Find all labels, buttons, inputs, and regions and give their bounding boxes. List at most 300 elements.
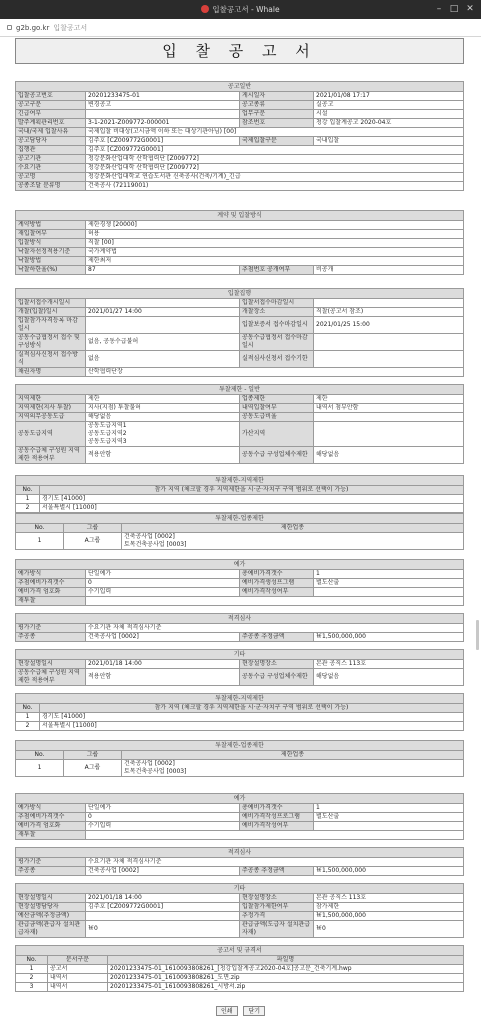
field-value: 단일예가 (86, 804, 240, 813)
etc1-row (16, 660, 464, 669)
field-label: 계약방법 (16, 221, 86, 230)
field-value: 0 (86, 579, 240, 588)
field-label: 현장설명담당자 (16, 903, 86, 912)
table-cell: 20201233475-01_1610093808261_[청강입찰계공고2020-04호]공고문_건축기계.hwp (108, 965, 464, 974)
header-row (16, 956, 464, 965)
sec-industry2 (15, 740, 464, 777)
field-label: 공동수급협정서 접수마감일시 (240, 334, 314, 351)
table-cell: 20201233475-01_1610093808261_도면.zip (108, 974, 464, 983)
contract-row (16, 230, 464, 239)
restrict-row (16, 404, 464, 413)
general-row (16, 164, 464, 173)
section-title: 투찰제한-지역제한 (15, 475, 464, 485)
field-label: 입찰서접수마감일시 (240, 299, 314, 308)
field-value (86, 299, 240, 308)
section-title: 예가 (15, 559, 464, 569)
field-label: 주공종 (16, 633, 86, 642)
column-header: 그룹 (64, 751, 122, 760)
sec-schedule (15, 288, 464, 377)
etc2-row (16, 903, 464, 912)
field-value: 87 (86, 266, 240, 275)
field-value: 본관 공직스 113호 (314, 660, 464, 669)
field-value: ￦1,500,000,000 (314, 867, 464, 876)
sec-etc1 (15, 649, 464, 686)
field-value (86, 912, 240, 921)
field-label: 예비가격생성프그램 (240, 579, 314, 588)
field-value: 2021/01/27 14:00 (86, 308, 240, 317)
sec-etc2 (15, 883, 464, 938)
table-row (16, 713, 464, 722)
field-value: 비공개 (314, 266, 464, 275)
field-label: 공동수급체 구성원 지역제한 적용여부 (16, 447, 86, 464)
table-row (16, 533, 464, 550)
field-label: 현장설명장소 (240, 894, 314, 903)
table-cell (122, 533, 464, 550)
general-row (16, 182, 464, 191)
field-label: 예비가격 엄호화 (16, 588, 86, 597)
field-label: 업무구분 (240, 110, 314, 119)
field-value: 적용안함 (86, 447, 240, 464)
field-value (314, 588, 464, 597)
table-cell: 공고서 (48, 965, 108, 974)
field-value: 단일예가 (86, 570, 240, 579)
field-label: 주공종 추정금액 (240, 867, 314, 876)
field-value: 제한최저 (86, 257, 464, 266)
field-value: 허용 (86, 230, 464, 239)
field-value (314, 413, 464, 422)
table-row (16, 504, 464, 513)
schedule-row (16, 308, 464, 317)
section-title: 투찰제한-업종제한 (15, 513, 464, 523)
table-cell: 1 (16, 760, 64, 777)
field-label: 추정가격 (240, 912, 314, 921)
field-value: 김주호 [CZ009772G0001] (86, 903, 240, 912)
general-row (16, 137, 464, 146)
column-header: 문서구분 (48, 956, 108, 965)
field-label: 예비가격 엄호화 (16, 822, 86, 831)
section-title: 공고서 및 규격서 (15, 945, 464, 955)
restrict-row (16, 447, 464, 464)
field-label: 예비가격작성여부 (240, 588, 314, 597)
field-value: 건축공사업 [0002] (86, 867, 240, 876)
field-label: 게시일자 (240, 92, 314, 101)
field-label: 긴급여부 (16, 110, 86, 119)
sec-price2 (15, 793, 464, 840)
table-cell: 내역서 (48, 974, 108, 983)
price1-row (16, 597, 464, 606)
field-label: 관급금액(관급자 설치관급자재) (16, 921, 86, 938)
price2-row (16, 831, 464, 840)
table-cell (122, 760, 464, 777)
price2-row (16, 813, 464, 822)
field-label: 공동도급비율 (240, 413, 314, 422)
sec-restrict (15, 384, 464, 464)
cell-line: 토목건축공사업 [0003] (124, 541, 187, 548)
minimize-button[interactable]: – (436, 4, 442, 14)
maximize-button[interactable]: □ (449, 4, 459, 14)
header-row (16, 751, 464, 760)
table-row (16, 974, 464, 983)
field-value: 본관 공직스 113호 (314, 894, 464, 903)
field-label: 예가방식 (16, 570, 86, 579)
field-value: 국내입찰 (314, 137, 464, 146)
url-page-title: 입찰공고서 (53, 24, 88, 32)
table-row (16, 965, 464, 974)
sec-eval1 (15, 613, 464, 642)
field-value: 수기입력 (86, 822, 240, 831)
field-label: 공동도급지역 (16, 422, 86, 447)
field-value: 2021/01/18 14:00 (86, 660, 240, 669)
table-cell: 2 (16, 504, 40, 513)
field-value (314, 822, 464, 831)
table-row (16, 983, 464, 992)
field-label: 추첨예비가격갯수 (16, 813, 86, 822)
field-label: 공고담당자 (16, 137, 86, 146)
table-cell: 1 (16, 713, 40, 722)
field-value (314, 422, 464, 447)
table-cell: A그룹 (64, 533, 122, 550)
field-value (314, 299, 464, 308)
general-row (16, 110, 464, 119)
field-label: 국내/국제 입찰사유 (16, 128, 86, 137)
field-value: 해당없음 (314, 669, 464, 686)
field-label: 공고기관 (16, 155, 86, 164)
table-cell: 3 (16, 983, 48, 992)
sec-industry1 (15, 513, 464, 550)
table-row (16, 495, 464, 504)
field-value: 김주호 [CZ009772G0001] (86, 146, 464, 155)
close-window-button[interactable]: ✕ (466, 4, 474, 14)
field-label: 예비가격작성여부 (240, 822, 314, 831)
field-label: 평가기준 (16, 858, 86, 867)
field-label: 낙찰자선정적용기준 (16, 248, 86, 257)
field-value: 청강 입찰계공고 2020-04호 (314, 119, 464, 128)
column-header: 참가 지역 (체크할 경우 지역제한을 시·군·자치구 구역 범위로 선택이 가능) (40, 704, 464, 713)
field-label: 국제입찰구분 (240, 137, 314, 146)
field-label: 예산금액(추정금액) (16, 912, 86, 921)
field-label: 총예비가격갯수 (240, 570, 314, 579)
field-value (86, 597, 464, 606)
field-label: 공고구분 (16, 101, 86, 110)
field-label: 공동수급 구성업체수제한 (240, 669, 314, 686)
field-value: 변경공고 (86, 101, 240, 110)
whale-logo-icon (201, 5, 209, 13)
field-value: 시설 (314, 110, 464, 119)
field-label: 재입찰여부 (16, 230, 86, 239)
table-cell: 1 (16, 533, 64, 550)
contract-row (16, 248, 464, 257)
field-value: 산학협력단장 (86, 368, 464, 377)
field-label: 예가방식 (16, 804, 86, 813)
field-value: 청강문화산업대학 산학협력단 [Z009772] (86, 155, 464, 164)
field-label: 공고종류 (240, 101, 314, 110)
field-value (86, 831, 464, 840)
restrict-row (16, 395, 464, 404)
table-cell: 서울특별시 [11000] (40, 504, 464, 513)
field-label: 입찰참가자격등록 마감일시 (16, 317, 86, 334)
table-cell: 내역서 (48, 983, 108, 992)
column-header: No. (16, 956, 48, 965)
field-label: 내역입찰여부 (240, 404, 314, 413)
cell-line: 공동도급지역3 (88, 438, 127, 445)
field-label: 관급금액(도급자 설치관급자재) (240, 921, 314, 938)
field-label: 가산지역 (240, 422, 314, 447)
field-value: 3-1-2021-Z009772-000001 (86, 119, 240, 128)
price2-row (16, 804, 464, 813)
scrollbar-thumb[interactable] (476, 620, 479, 650)
field-value (86, 317, 240, 334)
table-cell: A그룹 (64, 760, 122, 777)
field-label: 공고명 (16, 173, 86, 182)
section-title: 투찰제한-지역제한 (15, 693, 464, 703)
table-cell: 1 (16, 965, 48, 974)
field-value (314, 334, 464, 351)
field-value: 참가제한 (314, 903, 464, 912)
table-cell: 경기도 [41000] (40, 495, 464, 504)
table-cell: 2 (16, 722, 40, 731)
field-label: 현장설명장소 (240, 660, 314, 669)
contract-row (16, 257, 464, 266)
contract-row (16, 266, 464, 275)
field-value: 청강문화산업대학 산학협력단 [Z009772] (86, 164, 464, 173)
field-label: 입찰참가제한여부 (240, 903, 314, 912)
section-title: 공고일반 (15, 81, 464, 91)
field-value: 건축공사업 [0002] (86, 633, 240, 642)
eval2-row (16, 867, 464, 876)
field-value: 2021/01/08 17:17 (314, 92, 464, 101)
general-row (16, 173, 464, 182)
field-label: 총예비가격갯수 (240, 804, 314, 813)
column-header: No. (16, 704, 40, 713)
section-title: 계약 및 입찰방식 (15, 210, 464, 220)
field-value: 수요기관 자체 적격심사기준 (86, 858, 464, 867)
cell-line: 건축공사업 [0002] (124, 533, 175, 540)
section-title: 적격심사 (15, 847, 464, 857)
table-cell: 서울특별시 [11000] (40, 722, 464, 731)
column-header: 파일명 (108, 956, 464, 965)
field-label: 업종제한 (240, 395, 314, 404)
field-value: 김주호 [CZ009772G0001] (86, 137, 240, 146)
column-header: 그룹 (64, 524, 122, 533)
field-label: 재투찰 (16, 831, 86, 840)
section-title: 기타 (15, 649, 464, 659)
field-value: 내역서 첨부안함 (314, 404, 464, 413)
field-value: 제한 (86, 395, 240, 404)
field-value: 별도산출 (314, 813, 464, 822)
sec-region2 (15, 693, 464, 731)
field-value: 국가계약법 (86, 248, 464, 257)
field-label: 공종조달 분류명 (16, 182, 86, 191)
field-value: 없음, 공동수급불허 (86, 334, 240, 351)
field-label: 집행관 (16, 146, 86, 155)
column-header: No. (16, 524, 64, 533)
window-titlebar (0, 0, 481, 19)
field-label: 입찰보증서 접수마감일시 (240, 317, 314, 334)
column-header: No. (16, 486, 40, 495)
schedule-row (16, 334, 464, 351)
general-row (16, 119, 464, 128)
field-label: 채권자명 (16, 368, 86, 377)
field-value: ￦1,500,000,000 (314, 912, 464, 921)
field-label: 공동수급협정서 접수 및 구성방식 (16, 334, 86, 351)
field-value: 20201233475-01 (86, 92, 240, 101)
field-label: 주공종 (16, 867, 86, 876)
address-bar[interactable] (0, 19, 481, 37)
page-title: 입 찰 공 고 서 (15, 38, 464, 64)
field-value: 실공고 (314, 101, 464, 110)
eval1-row (16, 633, 464, 642)
schedule-row (16, 317, 464, 334)
field-label: 참조번호 (240, 119, 314, 128)
lock-icon (7, 25, 12, 30)
print-button[interactable]: 인쇄 (216, 1006, 238, 1016)
field-value (86, 422, 240, 447)
sec-region1 (15, 475, 464, 513)
field-label: 수요기관 (16, 164, 86, 173)
section-title: 기타 (15, 883, 464, 893)
etc2-row (16, 912, 464, 921)
restrict-row (16, 413, 464, 422)
field-label: 입찰서접수개시일시 (16, 299, 86, 308)
section-title: 예가 (15, 793, 464, 803)
field-value: 제한 (314, 395, 464, 404)
field-label: 현장설명일시 (16, 894, 86, 903)
field-value: 제한경쟁 [20000] (86, 221, 464, 230)
field-label: 공동수급 구성업체수제한 (240, 447, 314, 464)
contract-row (16, 239, 464, 248)
cell-line: 건축공사업 [0002] (124, 760, 175, 767)
field-value: 1 (314, 804, 464, 813)
table-cell: 경기도 [41000] (40, 713, 464, 722)
field-label: 낙찰방법 (16, 257, 86, 266)
field-value: 없음 (86, 351, 240, 368)
field-value: 별도산출 (314, 579, 464, 588)
field-value: 적용안함 (86, 669, 240, 686)
notice-page (4, 38, 477, 1024)
field-value: 2021/01/25 15:00 (314, 317, 464, 334)
sec-files (15, 945, 464, 992)
field-label: 개찰(입찰)일시 (16, 308, 86, 317)
field-value: 지사(지점) 투찰불허 (86, 404, 240, 413)
field-value: 직찰 [00] (86, 239, 464, 248)
table-row (16, 722, 464, 731)
field-value: 수기입력 (86, 588, 240, 597)
etc1-row (16, 669, 464, 686)
field-label: 입찰방식 (16, 239, 86, 248)
price2-row (16, 822, 464, 831)
field-label: 현장설명일시 (16, 660, 86, 669)
price1-row (16, 570, 464, 579)
field-value: ￦1,500,000,000 (314, 633, 464, 642)
cell-line: 토목건축공사업 [0003] (124, 768, 187, 775)
field-label: 재투찰 (16, 597, 86, 606)
schedule-row (16, 368, 464, 377)
field-value (314, 351, 464, 368)
field-label: 실적심사신청서 접수방식 (16, 351, 86, 368)
column-header: No. (16, 751, 64, 760)
table-cell: 20201233475-01_1610093808261_시방서.zip (108, 983, 464, 992)
field-value: 국제입찰 비대상(고시금액 이하 또는 대상기관아님) [00] (86, 128, 464, 137)
etc2-row (16, 921, 464, 938)
table-row (16, 760, 464, 777)
section-title: 투찰제한 - 일반 (15, 384, 464, 394)
field-value: 건축공사 (72119001) (86, 182, 464, 191)
schedule-row (16, 351, 464, 368)
field-value: 1 (314, 570, 464, 579)
general-row (16, 146, 464, 155)
eval1-row (16, 624, 464, 633)
close-button[interactable]: 닫기 (243, 1006, 265, 1016)
table-cell: 2 (16, 974, 48, 983)
field-label: 평가기준 (16, 624, 86, 633)
field-label: 지역제한 (16, 395, 86, 404)
field-value: 직찰(공고서 참조) (314, 308, 464, 317)
field-value: 2021/01/18 14:00 (86, 894, 240, 903)
table-cell: 1 (16, 495, 40, 504)
contract-row (16, 221, 464, 230)
general-row (16, 155, 464, 164)
header-row (16, 704, 464, 713)
field-label: 공동수급체 구성원 지역제한 적용여부 (16, 669, 86, 686)
field-value: 0 (86, 813, 240, 822)
field-label: 지역제한(지사 투찰) (16, 404, 86, 413)
price1-row (16, 588, 464, 597)
column-header: 제한업종 (122, 751, 464, 760)
field-label: 추첨예비가격갯수 (16, 579, 86, 588)
column-header: 제한업종 (122, 524, 464, 533)
section-title: 투찰제한-업종제한 (15, 740, 464, 750)
sec-eval2 (15, 847, 464, 876)
field-label: 지역의무공동도급 (16, 413, 86, 422)
field-label: 낙찰하한율(%) (16, 266, 86, 275)
general-row (16, 128, 464, 137)
cell-line: 공동도급지역1 (88, 422, 127, 429)
restrict-row (16, 422, 464, 447)
etc2-row (16, 894, 464, 903)
eval2-row (16, 858, 464, 867)
field-value: ￦0 (314, 921, 464, 938)
field-value (86, 110, 240, 119)
field-value: ￦0 (86, 921, 240, 938)
field-label: 발주계획관리번호 (16, 119, 86, 128)
sec-price1 (15, 559, 464, 606)
header-row (16, 524, 464, 533)
price1-row (16, 579, 464, 588)
section-title: 입찰집행 (15, 288, 464, 298)
field-value: 청강문화산업대학교 연습도서관 신축공사(건축/기계)_긴급 (86, 173, 464, 182)
general-row (16, 101, 464, 110)
field-label: 예비가격작성프로그램 (240, 813, 314, 822)
field-value: 해당없음 (314, 447, 464, 464)
url-domain: g2b.go.kr (16, 24, 50, 32)
header-row (16, 486, 464, 495)
sec-contract (15, 210, 464, 275)
cell-line: 공동도급지역2 (88, 430, 127, 437)
button-bar (4, 1006, 477, 1016)
field-value: 해당없음 (86, 413, 240, 422)
sec-general (15, 81, 464, 191)
field-label: 주공종 추정금액 (240, 633, 314, 642)
field-value: 수요기관 자체 적격심사기준 (86, 624, 464, 633)
window-title: 입찰공고서 - Whale (0, 4, 481, 15)
section-title: 적격심사 (15, 613, 464, 623)
general-row (16, 92, 464, 101)
schedule-row (16, 299, 464, 308)
column-header: 참가 지역 (체크할 경우 지역제한을 시·군·자치구 구역 범위로 선택이 가능) (40, 486, 464, 495)
field-label: 입찰공고번호 (16, 92, 86, 101)
field-label: 추첨번호 공개여부 (240, 266, 314, 275)
field-label: 개찰장소 (240, 308, 314, 317)
